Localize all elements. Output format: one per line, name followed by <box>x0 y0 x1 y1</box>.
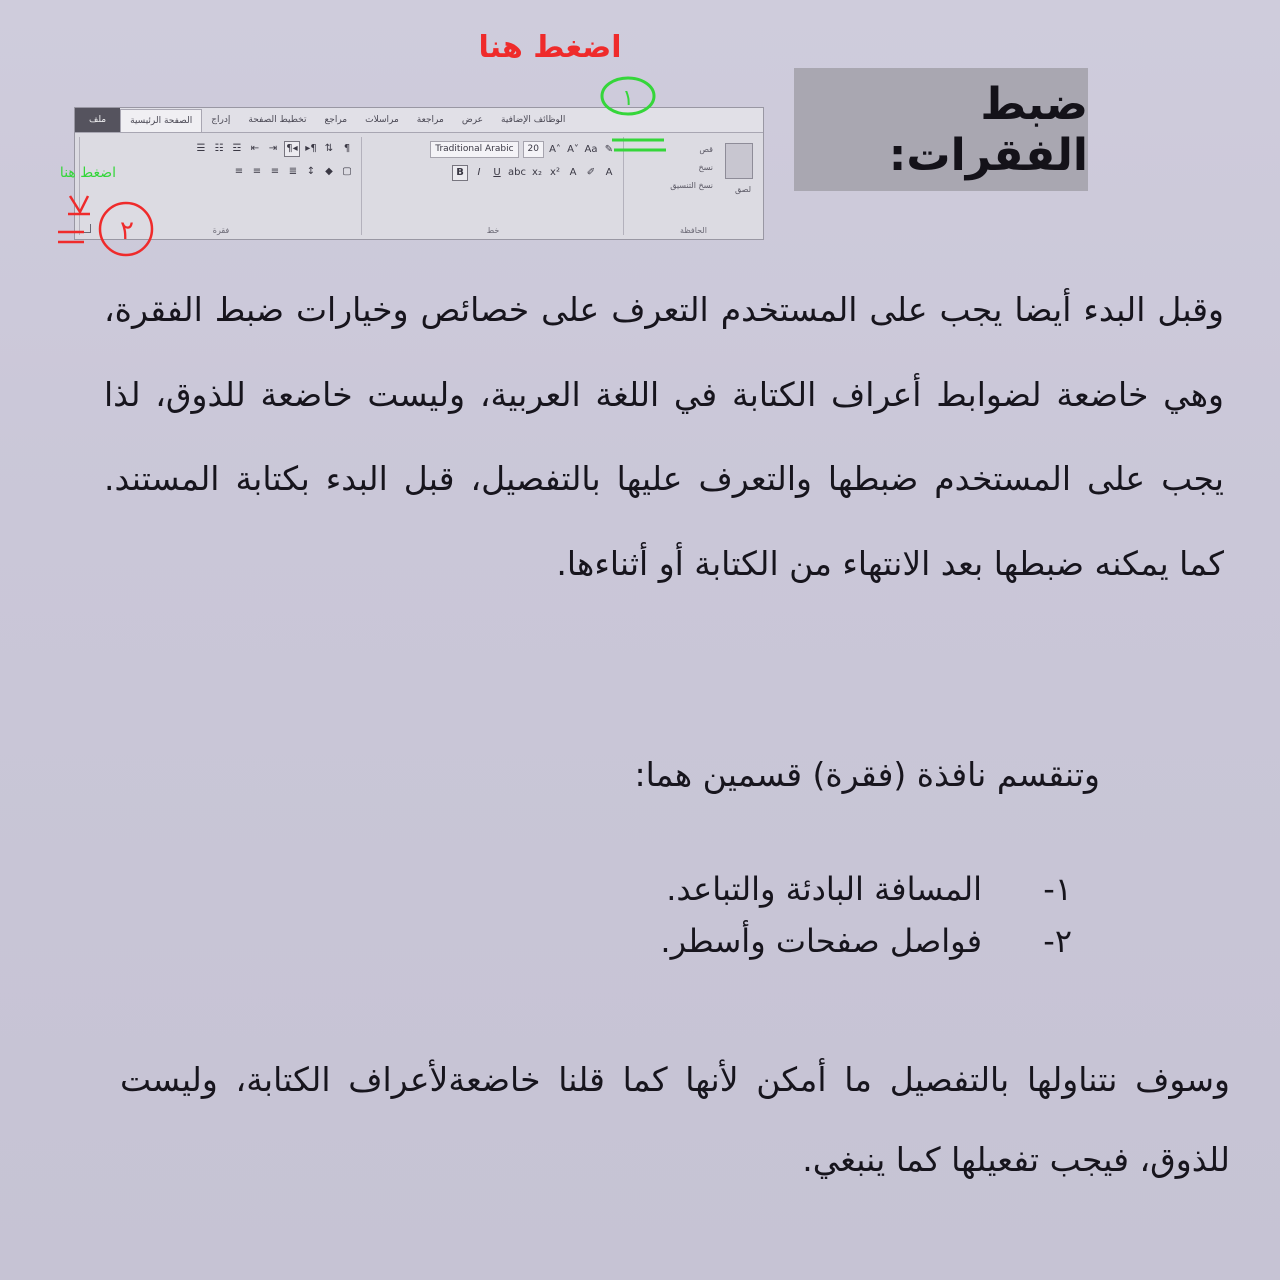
tab-home[interactable]: الصفحة الرئيسية <box>120 109 202 132</box>
align-left-icon[interactable]: ≡ <box>270 166 280 177</box>
show-marks-icon[interactable]: ¶ <box>343 143 351 154</box>
highlight-icon[interactable]: ✐ <box>586 167 596 178</box>
shading-icon[interactable]: ◆ <box>325 166 333 177</box>
tab-addins[interactable]: الوظائف الإضافية <box>501 115 566 125</box>
clipboard-group-label: الحافظة <box>680 226 707 235</box>
cut-button[interactable]: قص <box>699 145 713 154</box>
tab-mailings[interactable]: مراسلات <box>365 115 399 125</box>
click-here-annotation-red: اضغط هنا <box>478 30 622 65</box>
tab-review[interactable]: مراجعة <box>416 115 444 125</box>
font-name-select[interactable]: Traditional Arabic <box>430 141 518 158</box>
intro-paragraph: وقبل البدء أيضا يجب على المستخدم التعرف على خصائص وخيارات ضبط الفقرة، وهي خاضعة لضوابط أعراف الكتابة في اللغة العربية، وليست خاضعة للذوق، لذا يجب على المستخدم ضبطها والتعرف عليها بالتفصيل، قبل البدء بكتابة المستند. كما يمكنه ضبطها بعد الانتهاء من الكتابة أو أثناءها. <box>104 290 1224 583</box>
bold-icon[interactable]: B <box>452 165 468 181</box>
justify-icon[interactable]: ≣ <box>288 166 298 177</box>
section-heading-box <box>794 68 1088 191</box>
font-group <box>361 137 624 235</box>
grow-font-icon[interactable]: A˄ <box>549 143 561 155</box>
tab-view[interactable]: عرض <box>461 115 484 125</box>
paragraph-group-label: فقرة <box>212 226 230 235</box>
sort-icon[interactable]: ⇅ <box>324 143 334 154</box>
underline-icon[interactable]: U <box>493 167 501 178</box>
tab-references[interactable]: مراجع <box>324 115 348 125</box>
line-spacing-icon[interactable]: ↕ <box>306 166 316 177</box>
clipboard-group <box>623 137 763 235</box>
format-painter-button[interactable]: نسخ التنسيق <box>670 181 713 190</box>
list-item <box>666 870 1072 908</box>
tab-insert[interactable]: إدراج <box>211 115 231 125</box>
list-item-text: فواصل صفحات وأسطر. <box>660 922 982 960</box>
align-right-icon[interactable]: ≡ <box>234 166 244 177</box>
align-center-icon[interactable]: ≡ <box>252 166 262 177</box>
increase-indent-icon[interactable]: ⇥ <box>268 143 278 154</box>
list-item-number: ١- <box>1043 870 1072 908</box>
italic-icon[interactable]: I <box>477 167 481 178</box>
closing-paragraph: وسوف نتناولها بالتفصيل ما أمكن لأنها كما قلنا خاضعةلأعراف الكتابة، وليست للذوق، فيجب تفعيلها كما ينبغي. <box>120 1060 1230 1179</box>
copy-button[interactable]: نسخ <box>698 163 713 172</box>
strikethrough-icon[interactable]: abc <box>508 167 526 178</box>
marker-1-digit: ١ <box>622 86 634 111</box>
paste-button[interactable]: لصق <box>734 185 751 194</box>
click-here-annotation-green: اضغط هنا <box>59 165 117 181</box>
paragraph-dialog-launcher-icon[interactable] <box>82 224 91 233</box>
sections-intro-paragraph: وتنقسم نافذة (فقرة) قسمين هما: <box>634 755 1100 794</box>
paste-icon[interactable] <box>725 143 753 179</box>
tab-page-layout[interactable]: تخطيط الصفحة <box>248 115 307 125</box>
marker-2-digit: ٢ <box>120 216 134 246</box>
clear-format-icon[interactable]: ✎ <box>604 143 614 155</box>
font-color-icon[interactable]: A <box>605 167 613 178</box>
tab-file[interactable]: ملف <box>75 108 120 132</box>
decrease-indent-icon[interactable]: ⇤ <box>250 143 260 154</box>
list-item-text: المسافة البادئة والتباعد. <box>666 870 982 908</box>
list-item-number: ٢- <box>1043 922 1072 960</box>
ribbon-screenshot <box>74 107 764 240</box>
borders-icon[interactable]: ▢ <box>342 166 352 177</box>
ltr-direction-icon[interactable]: ▸¶ <box>305 143 317 154</box>
subscript-icon[interactable]: x₂ <box>532 167 542 178</box>
section-heading: ضبط الفقرات: <box>888 78 1088 181</box>
rtl-direction-icon[interactable]: ¶◂ <box>284 141 300 157</box>
bullets-icon[interactable]: ☰ <box>196 143 206 154</box>
font-size-select[interactable]: 20 <box>523 141 544 158</box>
multilevel-list-icon[interactable]: ☲ <box>232 143 242 154</box>
ribbon-tab-bar <box>75 108 763 133</box>
superscript-icon[interactable]: x² <box>550 167 560 178</box>
ribbon-body <box>75 133 763 239</box>
font-group-label: خط <box>486 226 500 235</box>
numbering-icon[interactable]: ☷ <box>214 143 224 154</box>
list-item <box>660 922 1072 960</box>
change-case-icon[interactable]: Aa <box>584 143 598 155</box>
paragraph-group <box>79 137 362 235</box>
shrink-font-icon[interactable]: A˅ <box>567 143 579 155</box>
text-effects-icon[interactable]: A <box>569 167 577 178</box>
